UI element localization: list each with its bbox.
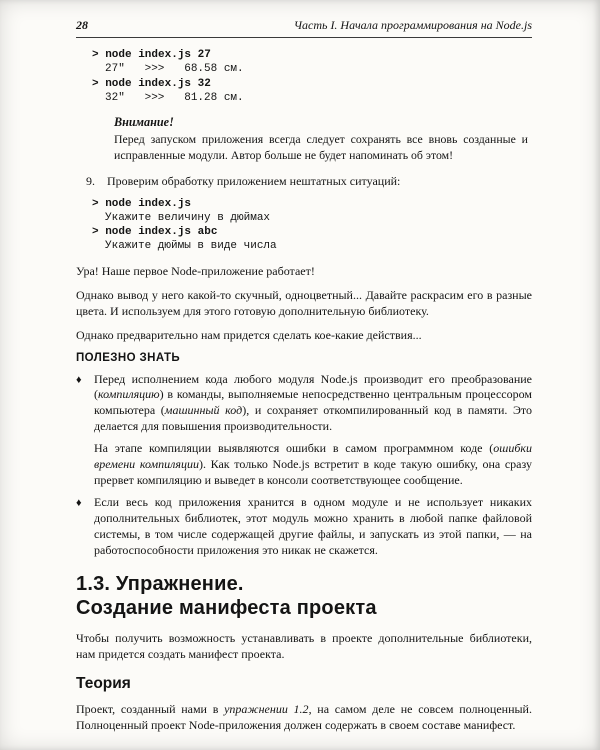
emphasis-term: машинный код bbox=[164, 403, 243, 418]
bullet-item-compilation bbox=[76, 372, 532, 436]
bullet-text bbox=[94, 372, 532, 436]
list-number: 9. bbox=[86, 174, 95, 189]
emphasis-term: ошибки времени компиляции bbox=[94, 441, 532, 472]
emphasis-exercise-ref: упражнении 1.2 bbox=[224, 701, 309, 716]
bullet-text-part: ), и сохраняет откомпилированный код в памяти. Это делается для повышения производительности. bbox=[94, 403, 532, 434]
emphasis-term: компиляцию bbox=[98, 387, 160, 402]
bullet-text: Если весь код приложения хранится в одном модуле и не использует никаких дополнительных библиотек, этот модуль можно хранить в любой папке файловой системы, в том числе содержащей другие файлы, и запускать из этой папки, — на работоспособности приложения это никак не скажется. bbox=[94, 495, 532, 558]
console-block-1 bbox=[92, 48, 532, 105]
bullet-text-part: На этапе компиляции выявляются ошибки в самом программном коде ( bbox=[94, 441, 494, 456]
note-attention bbox=[114, 114, 528, 163]
code-line: 27" >>> 68.58 см. bbox=[105, 63, 244, 76]
console-block-2 bbox=[92, 197, 532, 254]
bullet-text bbox=[94, 441, 532, 489]
bullet-text-part: Перед исполнением кода любого модуля Node.js производит его преобразование ( bbox=[94, 371, 532, 402]
code-line: > node index.js bbox=[92, 197, 192, 210]
bullet-continuation bbox=[94, 441, 532, 489]
paragraph-success: Ура! Наше первое Node-приложение работает! bbox=[76, 263, 315, 278]
code-line: > node index.js 27 bbox=[92, 49, 211, 61]
section-heading-line1: 1.3. Упражнение. bbox=[76, 573, 244, 596]
page-header bbox=[76, 18, 532, 38]
code-line: > node index.js abc bbox=[92, 226, 218, 239]
code-line: Укажите дюймы в виде числа bbox=[105, 240, 277, 253]
list-item-9 bbox=[86, 173, 532, 189]
code-line: Укажите величину в дюймах bbox=[105, 211, 271, 224]
code-line: 32" >>> 81.28 см. bbox=[105, 91, 244, 104]
diamond-bullet-icon: ♦ bbox=[76, 497, 82, 510]
theory-paragraph bbox=[76, 701, 532, 733]
subsection-heading-theory: Теория bbox=[76, 674, 131, 692]
good-to-know-heading: ПОЛЕЗНО ЗНАТЬ bbox=[76, 351, 181, 364]
theory-text-part: , на самом деле не совсем полноценный. Полноценный проект Node-приложения должен содержать в своем составе манифест. bbox=[76, 701, 532, 732]
list-text: Проверим обработку приложением нештатных ситуаций: bbox=[107, 174, 401, 189]
bullet-text-part: ) в команды, выполняемые непосредственно центральным процессором компьютера ( bbox=[94, 387, 532, 418]
section-intro-paragraph: Чтобы получить возможность устанавливать в проекте дополнительные библиотеки, нам придется создать манифест проекта. bbox=[76, 631, 532, 662]
note-body: Перед запуском приложения всегда следует сохранять все вновь созданные и исправленные модули. Автор больше не будет напоминать об этом! bbox=[114, 132, 528, 162]
theory-text-part: Проект, созданный нами в bbox=[76, 701, 225, 716]
bullet-text-part: ). Как только Node.js встретит в коде такую ошибку, она сразу прервет компиляцию и выведет в консоли соответствующее сообщение. bbox=[94, 457, 532, 488]
section-heading-1-3 bbox=[76, 573, 532, 620]
note-title: Внимание! bbox=[114, 115, 174, 130]
section-heading-line2: Создание манифеста проекта bbox=[76, 596, 377, 619]
diamond-bullet-icon: ♦ bbox=[76, 373, 82, 386]
bullet-item-single-module bbox=[76, 495, 532, 559]
code-line: > node index.js 32 bbox=[92, 77, 211, 90]
paragraph-color: Однако вывод у него какой-то скучный, одноцветный... Давайте раскрасим его в разные цвета. И используем для этого готовую дополнительную библиотеку. bbox=[76, 287, 532, 319]
paragraph-actions: Однако предварительно нам придется сделать кое-какие действия... bbox=[76, 328, 422, 343]
page-number: 28 bbox=[76, 18, 88, 32]
running-title: Часть I. Начала программирования на Node.js bbox=[293, 18, 532, 32]
